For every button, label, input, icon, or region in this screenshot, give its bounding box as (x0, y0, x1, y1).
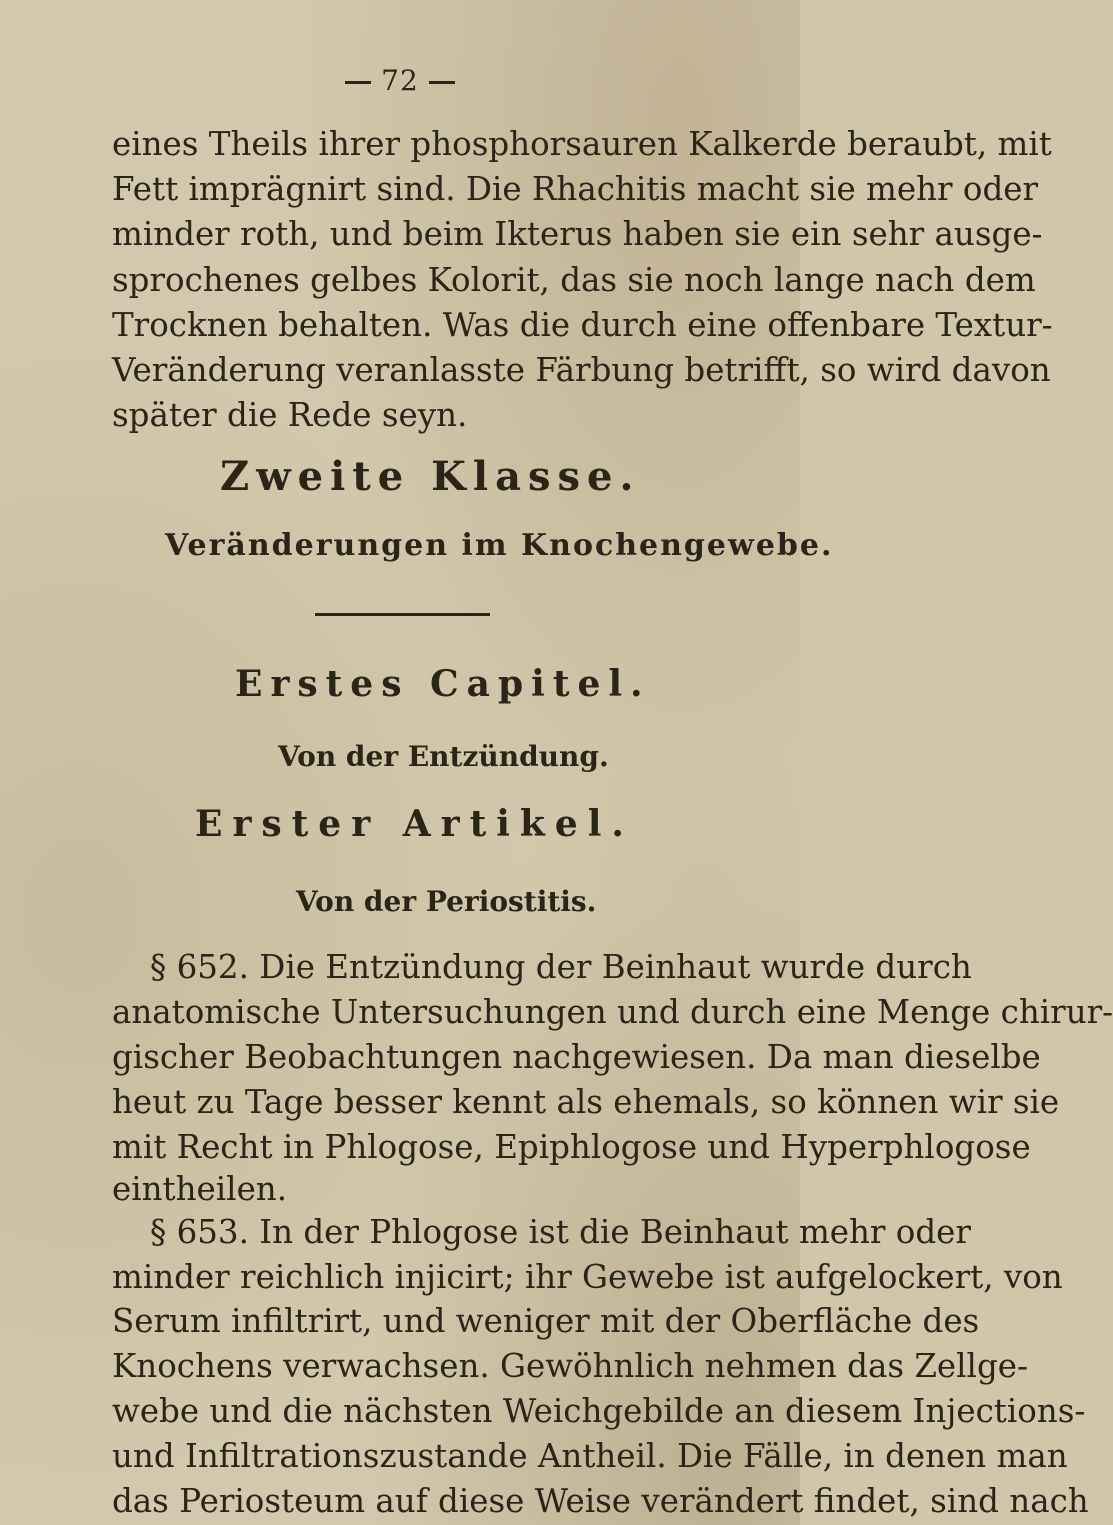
text-line: sprochenes gelbes Kolorit, das sie noch lange nach dem (112, 261, 1036, 299)
class-title: Zweite Klasse. (220, 453, 641, 500)
page-number-header (0, 64, 800, 97)
class-subtitle: Veränderungen im Knochengewebe. (165, 528, 834, 563)
text-line: minder roth, und beim Ikterus haben sie ein sehr ausge- (112, 215, 1043, 253)
article-title: Erster Artikel. (195, 803, 634, 845)
left-dash (345, 81, 371, 84)
text-line: § 652. Die Entzündung der Beinhaut wurde durch (150, 948, 972, 986)
text-line: Trocknen behalten. Was die durch eine offenbare Textur- (112, 306, 1053, 344)
text-line: Knochens verwachsen. Gewöhnlich nehmen das Zellge- (112, 1347, 1028, 1385)
text-line: mit Recht in Phlogose, Epiphlogose und Hyperphlogose (112, 1128, 1031, 1166)
text-line: anatomische Untersuchungen und durch eine Menge chirur- (112, 993, 1113, 1031)
chapter-title: Erstes Capitel. (235, 663, 651, 705)
section-divider (315, 613, 490, 616)
text-line: eines Theils ihrer phosphorsauren Kalkerde beraubt, mit (112, 125, 1052, 163)
text-line: heut zu Tage besser kennt als ehemals, so können wir sie (112, 1083, 1060, 1121)
page-number: 72 (381, 64, 419, 97)
right-dash (429, 81, 455, 84)
text-line: webe und die nächsten Weichgebilde an diesem Injections- (112, 1392, 1086, 1430)
text-line: Serum infiltrirt, und weniger mit der Oberfläche des (112, 1302, 980, 1340)
text-line: später die Rede seyn. (112, 396, 468, 434)
text-line: Veränderung veranlasste Färbung betrifft, so wird davon (112, 351, 1051, 389)
text-line: eintheilen. (112, 1170, 288, 1208)
text-line: § 653. In der Phlogose ist die Beinhaut mehr oder (150, 1213, 971, 1251)
chapter-subtitle: Von der Entzündung. (278, 740, 609, 773)
text-line: und Infiltrationszustande Antheil. Die Fälle, in denen man (112, 1437, 1068, 1475)
text-line: Fett imprägnirt sind. Die Rhachitis macht sie mehr oder (112, 170, 1039, 208)
text-line: minder reichlich injicirt; ihr Gewebe ist aufgelockert, von (112, 1258, 1063, 1296)
article-subtitle: Von der Periostitis. (296, 885, 597, 918)
text-line: gischer Beobachtungen nachgewiesen. Da man dieselbe (112, 1038, 1041, 1076)
text-line: das Periosteum auf diese Weise verändert findet, sind nach (112, 1482, 1089, 1520)
